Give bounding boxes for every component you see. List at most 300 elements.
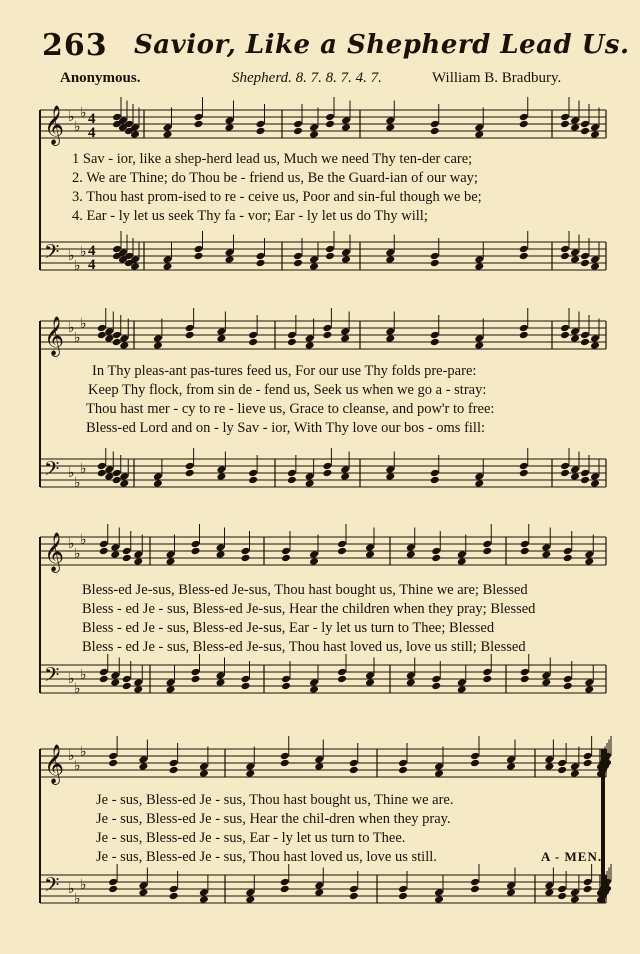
note-head bbox=[349, 885, 359, 894]
hymn-composer: William B. Bradbury. bbox=[432, 70, 562, 86]
note-head bbox=[216, 678, 226, 687]
note-head bbox=[560, 120, 570, 129]
note-head bbox=[570, 895, 580, 904]
system-2-verse-2: Keep Thy flock, from sin de - fend us, Seek us when we go a - stray: bbox=[88, 382, 487, 398]
note-head bbox=[406, 678, 416, 687]
note-head bbox=[560, 469, 570, 478]
note-head bbox=[520, 668, 530, 677]
note-head bbox=[309, 557, 319, 566]
note-head bbox=[122, 554, 132, 563]
note-head bbox=[482, 668, 492, 677]
flat-icon: ♭ bbox=[80, 105, 87, 121]
note-head bbox=[557, 892, 567, 901]
note-head bbox=[248, 331, 258, 340]
note-head bbox=[325, 120, 335, 129]
note-head bbox=[457, 557, 467, 566]
note-head bbox=[153, 341, 163, 350]
note-head bbox=[309, 678, 319, 687]
note-head bbox=[293, 252, 303, 261]
note-head bbox=[185, 462, 195, 471]
note-head bbox=[287, 469, 297, 478]
note-head bbox=[584, 557, 594, 566]
hymn-title: Savior, Like a Shepherd Lead Us. bbox=[134, 30, 630, 60]
flat-icon: ♭ bbox=[68, 320, 75, 336]
note-head bbox=[216, 543, 226, 552]
note-head bbox=[309, 130, 319, 139]
note-head bbox=[434, 769, 444, 778]
note-head bbox=[563, 554, 573, 563]
note-head bbox=[570, 465, 580, 474]
note-head bbox=[169, 885, 179, 894]
note-head bbox=[216, 334, 226, 343]
note-head bbox=[434, 762, 444, 771]
time-signature-top: 4 bbox=[88, 243, 96, 259]
note-head bbox=[185, 331, 195, 340]
flat-icon: ♭ bbox=[80, 744, 87, 760]
note-head bbox=[163, 123, 173, 132]
note-head bbox=[293, 120, 303, 129]
note-head bbox=[398, 759, 408, 768]
note-head bbox=[199, 769, 209, 778]
note-head bbox=[341, 116, 351, 125]
note-head bbox=[216, 671, 226, 680]
note-head bbox=[570, 248, 580, 257]
note-head bbox=[470, 759, 480, 768]
note-head bbox=[110, 543, 120, 552]
system-1-verse-2: 2. We are Thine; do Thou be - friend us, Be the Guard-ian of our way; bbox=[72, 170, 478, 186]
flat-icon: ♭ bbox=[80, 244, 87, 260]
note-head bbox=[590, 334, 600, 343]
note-head bbox=[474, 255, 484, 264]
note-head bbox=[474, 123, 484, 132]
note-head bbox=[541, 678, 551, 687]
note-head bbox=[245, 769, 255, 778]
bass-staff-4 bbox=[40, 864, 612, 907]
note-head bbox=[166, 550, 176, 559]
note-head bbox=[520, 547, 530, 556]
note-head bbox=[434, 888, 444, 897]
note-head bbox=[185, 469, 195, 478]
note-head bbox=[153, 479, 163, 488]
note-head bbox=[191, 675, 201, 684]
note-head bbox=[365, 543, 375, 552]
note-head bbox=[406, 543, 416, 552]
note-head bbox=[293, 127, 303, 136]
note-head bbox=[216, 327, 226, 336]
note-head bbox=[519, 469, 529, 478]
flat-icon: ♭ bbox=[74, 475, 81, 491]
note-head bbox=[337, 668, 347, 677]
note-head bbox=[590, 262, 600, 271]
music-system-2 bbox=[0, 305, 640, 505]
note-head bbox=[99, 675, 109, 684]
system-2-verse-4: Bless-ed Lord and on - ly Sav - ior, With Thy love our bos - oms fill: bbox=[86, 420, 486, 436]
note-head bbox=[163, 255, 173, 264]
note-head bbox=[256, 252, 266, 261]
note-head bbox=[580, 331, 590, 340]
note-head bbox=[398, 766, 408, 775]
note-head bbox=[322, 331, 332, 340]
hymn-header bbox=[0, 0, 640, 100]
note-head bbox=[506, 755, 516, 764]
note-head bbox=[563, 675, 573, 684]
note-head bbox=[385, 334, 395, 343]
note-head bbox=[322, 469, 332, 478]
note-head bbox=[325, 113, 335, 122]
time-signature-top: 4 bbox=[88, 111, 96, 127]
note-head bbox=[563, 682, 573, 691]
note-head bbox=[166, 678, 176, 687]
note-head bbox=[287, 331, 297, 340]
bass-clef-icon: 𝄢 bbox=[44, 663, 60, 691]
note-head bbox=[482, 675, 492, 684]
note-head bbox=[281, 675, 291, 684]
note-head bbox=[560, 252, 570, 261]
note-head bbox=[314, 755, 324, 764]
note-head bbox=[337, 540, 347, 549]
note-head bbox=[191, 540, 201, 549]
note-head bbox=[457, 550, 467, 559]
system-4-verse-1: Je - sus, Bless-ed Je - sus, Thou hast bought us, Thine we are. bbox=[96, 792, 454, 808]
treble-staff-3 bbox=[40, 524, 606, 573]
note-head bbox=[560, 331, 570, 340]
treble-clef-icon: 𝄞 bbox=[44, 105, 65, 145]
note-head bbox=[337, 675, 347, 684]
note-head bbox=[520, 540, 530, 549]
note-head bbox=[138, 881, 148, 890]
note-head bbox=[365, 678, 375, 687]
note-head bbox=[305, 341, 315, 350]
treble-staff-2 bbox=[40, 308, 606, 357]
bass-clef-icon: 𝄢 bbox=[44, 873, 60, 901]
note-head bbox=[199, 895, 209, 904]
note-head bbox=[340, 327, 350, 336]
system-3-verse-4: Bless - ed Je - sus, Bless-ed Je-sus, Thou hast loved us, love us still; Blessed bbox=[82, 639, 526, 655]
note-head bbox=[340, 465, 350, 474]
note-head bbox=[406, 671, 416, 680]
note-head bbox=[325, 252, 335, 261]
note-head bbox=[169, 766, 179, 775]
time-signature-bottom: 4 bbox=[88, 257, 96, 273]
note-head bbox=[309, 262, 319, 271]
note-head bbox=[570, 769, 580, 778]
note-head bbox=[544, 881, 554, 890]
system-1-verse-4: 4. Ear - ly let us seek Thy fa - vor; Ear - ly let us do Thy will; bbox=[72, 208, 428, 224]
hymn-number: 263 bbox=[42, 28, 108, 63]
note-head bbox=[541, 543, 551, 552]
note-head bbox=[583, 885, 593, 894]
note-head bbox=[590, 479, 600, 488]
note-head bbox=[280, 878, 290, 887]
note-head bbox=[482, 547, 492, 556]
system-2-verse-3: Thou hast mer - cy to re - lieve us, Grace to cleanse, and pow'r to free: bbox=[86, 401, 495, 417]
note-head bbox=[580, 476, 590, 485]
treble-clef-icon: 𝄞 bbox=[44, 744, 65, 784]
note-head bbox=[216, 550, 226, 559]
note-head bbox=[248, 469, 258, 478]
treble-clef-icon: 𝄞 bbox=[44, 316, 65, 356]
note-head bbox=[474, 341, 484, 350]
system-2-verse-1: In Thy pleas-ant pas-tures feed us, For our use Thy folds pre-pare: bbox=[92, 363, 477, 379]
note-head bbox=[470, 885, 480, 894]
note-head bbox=[248, 476, 258, 485]
note-head bbox=[570, 472, 580, 481]
note-head bbox=[434, 895, 444, 904]
note-head bbox=[580, 120, 590, 129]
note-head bbox=[340, 472, 350, 481]
note-head bbox=[519, 331, 529, 340]
system-4-verse-4: Je - sus, Bless-ed Je - sus, Thou hast loved us, love us still. bbox=[96, 849, 437, 865]
treble-staff-4 bbox=[40, 736, 612, 785]
note-head bbox=[280, 759, 290, 768]
note-head bbox=[541, 671, 551, 680]
note-head bbox=[309, 550, 319, 559]
note-head bbox=[309, 123, 319, 132]
note-head bbox=[245, 895, 255, 904]
note-head bbox=[225, 255, 235, 264]
note-head bbox=[580, 338, 590, 347]
note-head bbox=[541, 550, 551, 559]
note-head bbox=[430, 120, 440, 129]
note-head bbox=[506, 762, 516, 771]
note-head bbox=[281, 547, 291, 556]
note-head bbox=[138, 762, 148, 771]
note-head bbox=[314, 888, 324, 897]
note-head bbox=[430, 259, 440, 268]
note-head bbox=[153, 472, 163, 481]
note-head bbox=[133, 685, 143, 694]
note-head bbox=[133, 550, 143, 559]
note-head bbox=[349, 759, 359, 768]
note-head bbox=[110, 678, 120, 687]
flat-icon: ♭ bbox=[74, 258, 81, 274]
note-head bbox=[590, 130, 600, 139]
note-head bbox=[166, 557, 176, 566]
note-head bbox=[337, 547, 347, 556]
note-head bbox=[241, 682, 251, 691]
note-head bbox=[431, 675, 441, 684]
note-head bbox=[305, 472, 315, 481]
note-head bbox=[519, 462, 529, 471]
note-head bbox=[287, 338, 297, 347]
note-head bbox=[520, 675, 530, 684]
note-head bbox=[398, 885, 408, 894]
note-head bbox=[293, 259, 303, 268]
note-head bbox=[584, 678, 594, 687]
flat-icon: ♭ bbox=[74, 758, 81, 774]
note-head bbox=[570, 255, 580, 264]
note-head bbox=[457, 678, 467, 687]
note-head bbox=[194, 120, 204, 129]
note-head bbox=[557, 885, 567, 894]
music-system-1 bbox=[0, 96, 640, 308]
flat-icon: ♭ bbox=[74, 546, 81, 562]
note-head bbox=[570, 334, 580, 343]
note-head bbox=[97, 324, 107, 333]
system-4-verse-2: Je - sus, Bless-ed Je - sus, Hear the chil-dren when they pray. bbox=[96, 811, 451, 827]
system-4-verse-3: Je - sus, Bless-ed Je - sus, Ear - ly let us turn to Thee. bbox=[96, 830, 406, 846]
note-head bbox=[544, 755, 554, 764]
flat-icon: ♭ bbox=[74, 330, 81, 346]
flat-icon: ♭ bbox=[74, 891, 81, 907]
note-head bbox=[108, 759, 118, 768]
note-head bbox=[430, 331, 440, 340]
note-head bbox=[122, 675, 132, 684]
note-head bbox=[580, 127, 590, 136]
note-head bbox=[365, 671, 375, 680]
note-head bbox=[474, 262, 484, 271]
note-head bbox=[583, 878, 593, 887]
note-head bbox=[580, 469, 590, 478]
note-head bbox=[305, 479, 315, 488]
note-head bbox=[199, 888, 209, 897]
note-head bbox=[245, 888, 255, 897]
system-3-verse-3: Bless - ed Je - sus, Bless-ed Je-sus, Ear - ly let us turn to Thee; Blessed bbox=[82, 620, 495, 636]
note-head bbox=[430, 252, 440, 261]
note-head bbox=[341, 255, 351, 264]
note-head bbox=[199, 762, 209, 771]
note-head bbox=[570, 888, 580, 897]
treble-clef-icon: 𝄞 bbox=[44, 532, 65, 572]
bass-staff-2 bbox=[40, 448, 606, 491]
note-head bbox=[133, 678, 143, 687]
note-head bbox=[341, 123, 351, 132]
music-system-3 bbox=[0, 515, 640, 705]
note-head bbox=[133, 557, 143, 566]
note-head bbox=[590, 472, 600, 481]
note-head bbox=[519, 113, 529, 122]
bass-clef-icon: 𝄢 bbox=[44, 457, 60, 485]
note-head bbox=[280, 885, 290, 894]
note-head bbox=[474, 479, 484, 488]
note-head bbox=[122, 547, 132, 556]
note-head bbox=[385, 255, 395, 264]
note-head bbox=[560, 245, 570, 254]
note-head bbox=[570, 327, 580, 336]
note-head bbox=[570, 116, 580, 125]
note-head bbox=[563, 547, 573, 556]
note-head bbox=[506, 881, 516, 890]
note-head bbox=[557, 759, 567, 768]
flat-icon: ♭ bbox=[68, 671, 75, 687]
flat-icon: ♭ bbox=[68, 248, 75, 264]
note-head bbox=[314, 762, 324, 771]
note-head bbox=[385, 116, 395, 125]
note-head bbox=[225, 123, 235, 132]
note-head bbox=[349, 766, 359, 775]
note-head bbox=[519, 120, 529, 129]
note-head bbox=[216, 472, 226, 481]
note-head bbox=[256, 259, 266, 268]
note-head bbox=[169, 892, 179, 901]
system-1-verse-1: 1 Sav - ior, like a shep-herd lead us, Much we need Thy ten-der care; bbox=[72, 151, 473, 167]
note-head bbox=[544, 888, 554, 897]
note-head bbox=[519, 252, 529, 261]
note-head bbox=[287, 476, 297, 485]
hymn-author: Anonymous. bbox=[60, 70, 141, 86]
note-head bbox=[119, 341, 129, 350]
note-head bbox=[216, 465, 226, 474]
note-head bbox=[474, 472, 484, 481]
note-head bbox=[340, 334, 350, 343]
note-head bbox=[385, 472, 395, 481]
note-head bbox=[169, 759, 179, 768]
note-head bbox=[570, 762, 580, 771]
note-head bbox=[194, 113, 204, 122]
note-head bbox=[560, 462, 570, 471]
note-head bbox=[191, 668, 201, 677]
flat-icon: ♭ bbox=[68, 465, 75, 481]
flat-icon: ♭ bbox=[68, 748, 75, 764]
note-head bbox=[590, 341, 600, 350]
note-head bbox=[580, 259, 590, 268]
note-head bbox=[163, 130, 173, 139]
note-head bbox=[544, 762, 554, 771]
note-head bbox=[557, 766, 567, 775]
note-head bbox=[248, 338, 258, 347]
note-head bbox=[256, 127, 266, 136]
note-head bbox=[153, 334, 163, 343]
note-head bbox=[431, 547, 441, 556]
flat-icon: ♭ bbox=[74, 119, 81, 135]
note-head bbox=[519, 324, 529, 333]
note-head bbox=[406, 550, 416, 559]
note-head bbox=[322, 462, 332, 471]
note-head bbox=[309, 255, 319, 264]
note-head bbox=[225, 116, 235, 125]
note-head bbox=[431, 554, 441, 563]
note-head bbox=[99, 547, 109, 556]
note-head bbox=[99, 540, 109, 549]
flat-icon: ♭ bbox=[68, 536, 75, 552]
note-head bbox=[430, 338, 440, 347]
note-head bbox=[122, 682, 132, 691]
note-head bbox=[365, 550, 375, 559]
note-head bbox=[108, 752, 118, 761]
note-head bbox=[430, 127, 440, 136]
flat-icon: ♭ bbox=[80, 667, 87, 683]
note-head bbox=[584, 685, 594, 694]
bass-staff-3 bbox=[40, 654, 606, 697]
note-head bbox=[341, 248, 351, 257]
note-head bbox=[470, 752, 480, 761]
note-head bbox=[506, 888, 516, 897]
note-head bbox=[281, 554, 291, 563]
note-head bbox=[470, 878, 480, 887]
note-head bbox=[474, 130, 484, 139]
note-head bbox=[590, 255, 600, 264]
note-head bbox=[281, 682, 291, 691]
note-head bbox=[385, 123, 395, 132]
note-head bbox=[191, 547, 201, 556]
flat-icon: ♭ bbox=[74, 681, 81, 697]
hymn-tune-meter: Shepherd. 8. 7. 8. 7. 4. 7. bbox=[232, 70, 382, 86]
note-head bbox=[245, 762, 255, 771]
flat-icon: ♭ bbox=[80, 316, 87, 332]
amen-label: A - MEN. bbox=[541, 849, 603, 864]
note-head bbox=[108, 878, 118, 887]
note-head bbox=[138, 888, 148, 897]
note-head bbox=[241, 554, 251, 563]
flat-icon: ♭ bbox=[80, 877, 87, 893]
note-head bbox=[163, 262, 173, 271]
note-head bbox=[474, 334, 484, 343]
bass-staff-1 bbox=[40, 231, 606, 274]
note-head bbox=[583, 759, 593, 768]
note-head bbox=[309, 685, 319, 694]
note-head bbox=[580, 252, 590, 261]
flat-icon: ♭ bbox=[80, 532, 87, 548]
